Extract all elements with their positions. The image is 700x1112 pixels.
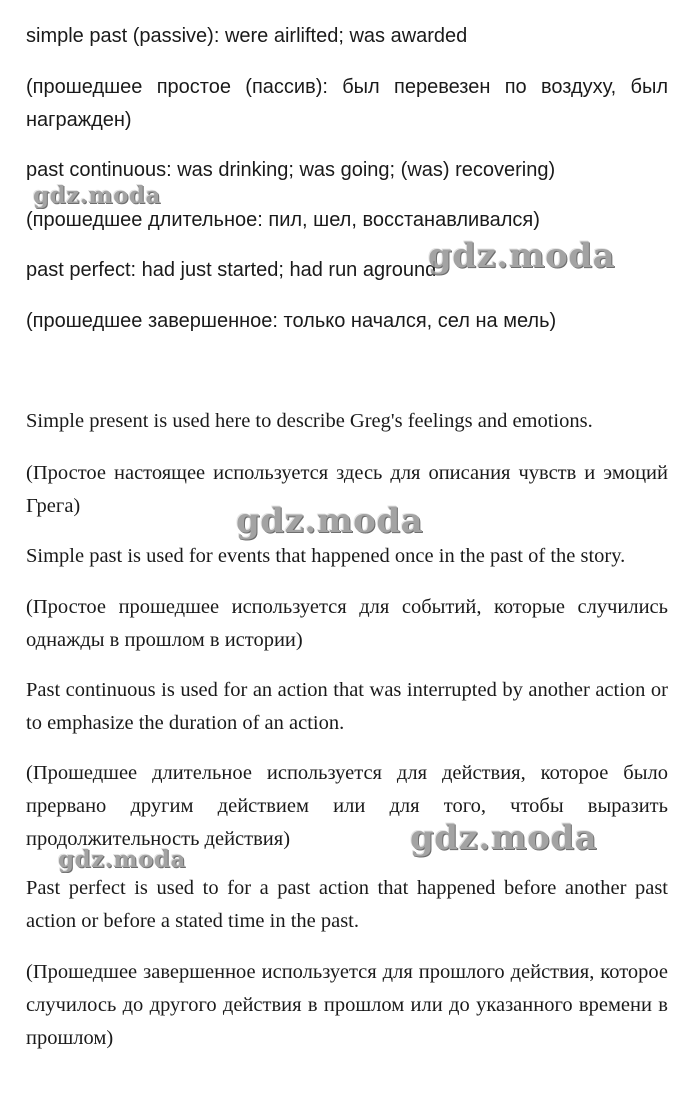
paragraph-tense-simple-past-passive: simple past (passive): were airlifted; was awarded xyxy=(26,25,468,47)
paragraph-past-perfect-usage-ru: (Прошедшее завершенное используется для прошлого действия, которое случилось до другого действия в прошлом или до указанного времени в прошлом) xyxy=(26,961,668,1049)
paragraph-tense-simple-past-passive-ru: (прошедшее простое (пассив): был перевезен по воздуху, был награжден) xyxy=(26,76,668,131)
paragraph-simple-present-usage: Simple present is used here to describe Greg's feelings and emotions. xyxy=(26,410,593,432)
paragraph-past-continuous-usage: Past continuous is used for an action that was interrupted by another action or to emphasize the duration of an action. xyxy=(26,679,668,734)
paragraph-simple-past-usage: Simple past is used for events that happened once in the past of the story. xyxy=(26,545,626,567)
paragraph-simple-present-usage-ru: (Простое настоящее используется здесь для описания чувств и эмоций Грега) xyxy=(26,462,668,517)
paragraph-tense-past-continuous-ru: (прошедшее длительное: пил, шел, восстанавливался) xyxy=(26,209,540,231)
paragraph-past-continuous-usage-ru: (Прошедшее длительное используется для действия, которое было прервано другим действием или для того, чтобы выразить продолжительность действия) xyxy=(26,762,668,850)
paragraph-tense-past-continuous: past continuous: was drinking; was going; (was) recovering) xyxy=(26,159,556,181)
watermark-logo: gdz.moda xyxy=(410,818,598,858)
paragraph-past-perfect-usage: Past perfect is used to for a past action that happened before another past action or before a stated time in the past. xyxy=(26,877,668,932)
watermark-logo: gdz.moda xyxy=(236,501,424,541)
watermark-logo: gdz.moda xyxy=(428,236,616,276)
paragraph-tense-past-perfect-ru: (прошедшее завершенное: только начался, сел на мель) xyxy=(26,310,557,332)
paragraph-tense-past-perfect: past perfect: had just started; had run aground xyxy=(26,259,437,281)
watermark-logo: gdz.moda xyxy=(58,846,186,873)
watermark-logo: gdz.moda xyxy=(33,182,161,209)
paragraph-simple-past-usage-ru: (Простое прошедшее используется для событий, которые случились однажды в прошлом в истории) xyxy=(26,596,668,651)
